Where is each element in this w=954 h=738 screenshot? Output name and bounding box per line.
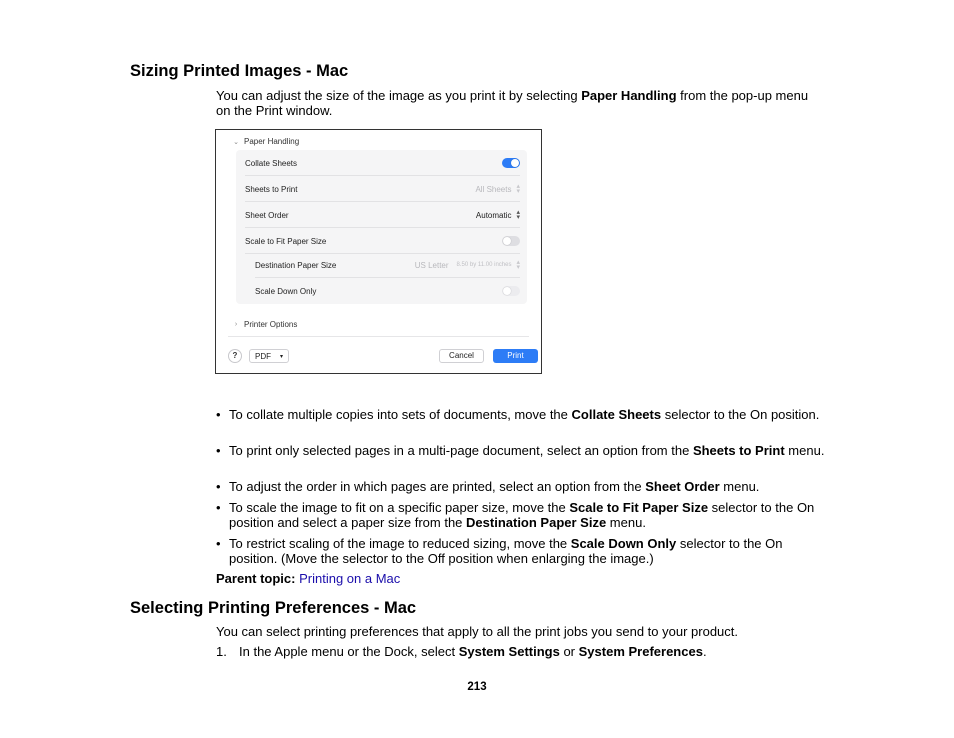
parent-topic-link[interactable]: Printing on a Mac	[299, 571, 401, 586]
row-collate-sheets: Collate Sheets	[236, 150, 527, 176]
paper-handling-panel	[236, 150, 527, 304]
pdf-menu-button[interactable]: PDF ▾	[249, 349, 289, 363]
row-destination-paper-size: Destination Paper Size US Letter 8.50 by 11.00 inches ▴ ▾	[236, 252, 527, 278]
paper-handling-screenshot	[215, 129, 542, 374]
list-item: • To collate multiple copies into sets of documents, move the Collate Sheets selector to the On position.	[216, 407, 820, 422]
row-scale-to-fit: Scale to Fit Paper Size	[236, 228, 527, 254]
updown-icon: ▴ ▾	[516, 259, 520, 271]
destination-paper-size-select[interactable]: US Letter 8.50 by 11.00 inches ▴ ▾	[414, 259, 520, 271]
scale-to-fit-toggle[interactable]	[502, 236, 520, 246]
divider	[228, 336, 529, 337]
preferences-intro: You can select printing preferences that apply to all the print jobs you send to your product.	[216, 624, 739, 639]
row-sheets-to-print: Sheets to Print All Sheets ▴ ▾	[236, 176, 527, 202]
list-item: • To adjust the order in which pages are printed, select an option from the Sheet Order menu.	[216, 479, 760, 494]
cancel-button[interactable]: Cancel	[439, 349, 484, 363]
parent-topic: Parent topic: Printing on a Mac	[216, 571, 401, 586]
sheets-to-print-select[interactable]: All Sheets ▴ ▾	[475, 183, 520, 195]
sizing-intro: You can adjust the size of the image as you print it by selecting Paper Handling from the pop-up menu on the Print window.	[216, 88, 809, 118]
sheet-order-select[interactable]: Automatic ▴ ▾	[475, 209, 520, 221]
section-title-preferences: Selecting Printing Preferences - Mac	[130, 599, 417, 617]
updown-icon: ▴ ▾	[516, 209, 520, 221]
chevron-down-icon: ▾	[279, 353, 283, 360]
list-item: • To scale the image to fit on a specific paper size, move the Scale to Fit Paper Size selector to the On position and select a paper size from the Destination Paper Size menu.	[216, 500, 815, 530]
printer-options-heading[interactable]: › Printer Options	[234, 320, 298, 329]
chevron-down-icon: ⌄	[233, 138, 239, 146]
updown-icon: ▴ ▾	[516, 183, 520, 195]
paper-handling-heading[interactable]: ⌄ Paper Handling	[233, 137, 300, 146]
print-button[interactable]: Print	[493, 349, 538, 363]
section-title-sizing: Sizing Printed Images - Mac	[130, 62, 349, 80]
list-item: • To restrict scaling of the image to reduced sizing, move the Scale Down Only selector to the On position. (Move the selector to the Off position when enlarging the image.)	[216, 536, 783, 566]
chevron-right-icon: ›	[234, 321, 238, 328]
row-scale-down-only: Scale Down Only	[236, 278, 527, 304]
page-number: 213	[467, 681, 487, 693]
step-item: 1. In the Apple menu or the Dock, select System Settings or System Preferences.	[216, 644, 707, 659]
help-button[interactable]: ?	[228, 349, 242, 363]
row-sheet-order: Sheet Order Automatic ▴ ▾	[236, 202, 527, 228]
scale-down-only-toggle[interactable]	[502, 286, 520, 296]
list-item: • To print only selected pages in a multi-page document, select an option from the Sheets to Print menu.	[216, 443, 825, 458]
collate-sheets-toggle[interactable]	[502, 158, 520, 168]
